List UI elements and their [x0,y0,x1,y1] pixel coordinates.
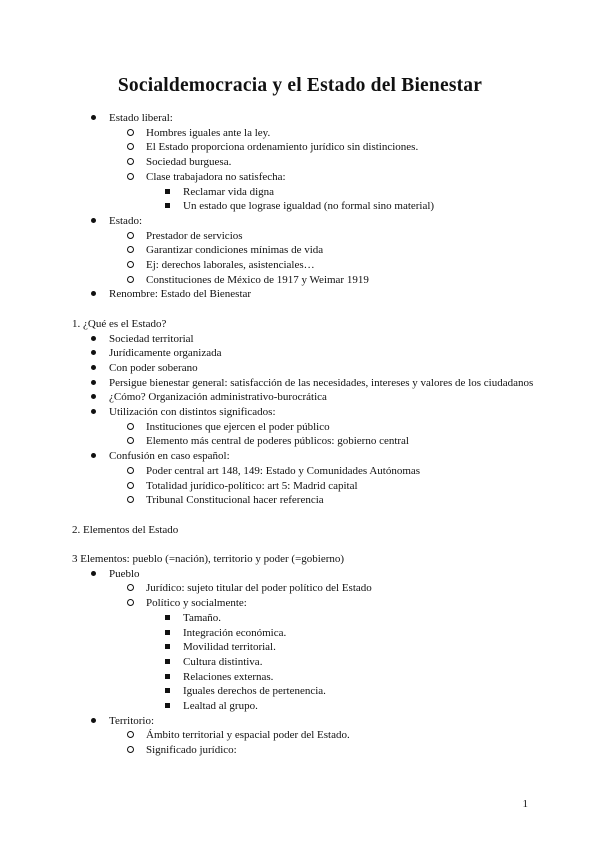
list-item: Estado liberal: Hombres iguales ante la ley. El Estado proporciona ordenamiento jurídico sin distinciones. Sociedad burguesa. Clase trabajadora no satisfecha: Reclamar vida digna Un estado que lograse igualdad (no formal sino material) [72,111,542,214]
sublist [109,229,542,288]
list-item: Clase trabajadora no satisfecha: Reclamar vida digna Un estado que lograse igualdad (no formal sino material) [109,170,542,214]
section-heading: 1. ¿Qué es el Estado? [72,317,167,330]
sublist [146,185,542,214]
list-item: Lealtad al grupo. [183,700,258,713]
section2-list [72,567,542,758]
list-item: Confusión en caso español: Poder central art 148, 149: Estado y Comunidades Autónomas Totalidad jurídico-político: art 5: Madrid capital Tribunal Constitucional hacer referencia [72,449,542,508]
sublist [109,464,542,508]
list-item: ¿Cómo? Organización administrativo-burocrática [109,391,327,404]
list-item: Territorio: Ámbito territorial y espacial poder del Estado. Significado jurídico: [72,714,542,758]
list-item: Significado jurídico: [146,744,237,757]
section-subheading: 3 Elementos: pueblo (=nación), territorio y poder (=gobierno) [72,553,345,566]
list-item: El Estado proporciona ordenamiento jurídico sin distinciones. [146,141,419,154]
list-item: Tribunal Constitucional hacer referencia [146,494,324,507]
intro-list [72,111,542,302]
page-number: 1 [522,798,528,810]
list-item: Renombre: Estado del Bienestar [109,288,252,301]
list-item: Prestador de servicios [146,229,243,242]
section1-list [72,332,542,508]
list-item: Hombres iguales ante la ley. [146,126,271,139]
list-item: Estado: Prestador de servicios Garantizar condiciones mínimas de vida Ej: derechos laborales, asistenciales… Constituciones de México de 1917 y Weimar 1919 [72,214,542,288]
list-item: Tamaño. [183,611,222,624]
list-item: Instituciones que ejercen el poder público [146,420,330,433]
list-item: Persigue bienestar general: satisfacción de las necesidades, intereses y valores de los ciudadanos [109,376,534,389]
list-item: Constituciones de México de 1917 y Weimar 1919 [146,273,369,286]
document-body [72,111,542,758]
list-item: Cultura distintiva. [183,655,263,668]
sublist [109,581,542,713]
list-item: Jurídicamente organizada [109,347,222,360]
sublist [109,126,542,214]
list-item: Sociedad burguesa. [146,156,232,169]
list-item: Garantizar condiciones mínimas de vida [146,244,324,257]
sublist [146,611,542,714]
list-item: Relaciones externas. [183,670,274,683]
list-item: Con poder soberano [109,361,198,374]
list-item: Integración económica. [183,626,287,639]
section-heading: 2. Elementos del Estado [72,523,179,536]
list-item: Utilización con distintos significados: Instituciones que ejercen el poder público Elemento más central de poderes públicos: gobierno central [72,405,542,449]
list-item: Elemento más central de poderes públicos: gobierno central [146,435,409,448]
list-item: Un estado que lograse igualdad (no formal sino material) [183,200,435,213]
list-item: Iguales derechos de pertenencia. [183,685,326,698]
sublist [109,420,542,449]
list-item: Poder central art 148, 149: Estado y Comunidades Autónomas [146,464,421,477]
list-item: Sociedad territorial [109,332,194,345]
list-item: Totalidad jurídico-político: art 5: Madrid capital [146,479,358,492]
list-item: Político y socialmente: Tamaño. Integración económica. Movilidad territorial. Cultura distintiva. Relaciones externas. Iguales derechos de pertenencia. Lealtad al grupo. [109,596,542,714]
list-item: Reclamar vida digna [183,185,275,198]
list-item: Pueblo Jurídico: sujeto titular del poder político del Estado Político y socialmente: Tamaño. Integración económica. Movilidad territorial. Cultura distintiva. Relaciones externas. Iguales derechos de pertenencia. Lealtad al grupo. [72,567,542,714]
sublist [109,728,542,757]
list-item: Jurídico: sujeto titular del poder político del Estado [146,582,372,595]
document-title: Socialdemocracia y el Estado del Bienestar [117,75,483,96]
list-item: Ámbito territorial y espacial poder del Estado. [146,729,350,742]
list-item: Movilidad territorial. [183,641,276,654]
list-item: Ej: derechos laborales, asistenciales… [146,259,315,272]
